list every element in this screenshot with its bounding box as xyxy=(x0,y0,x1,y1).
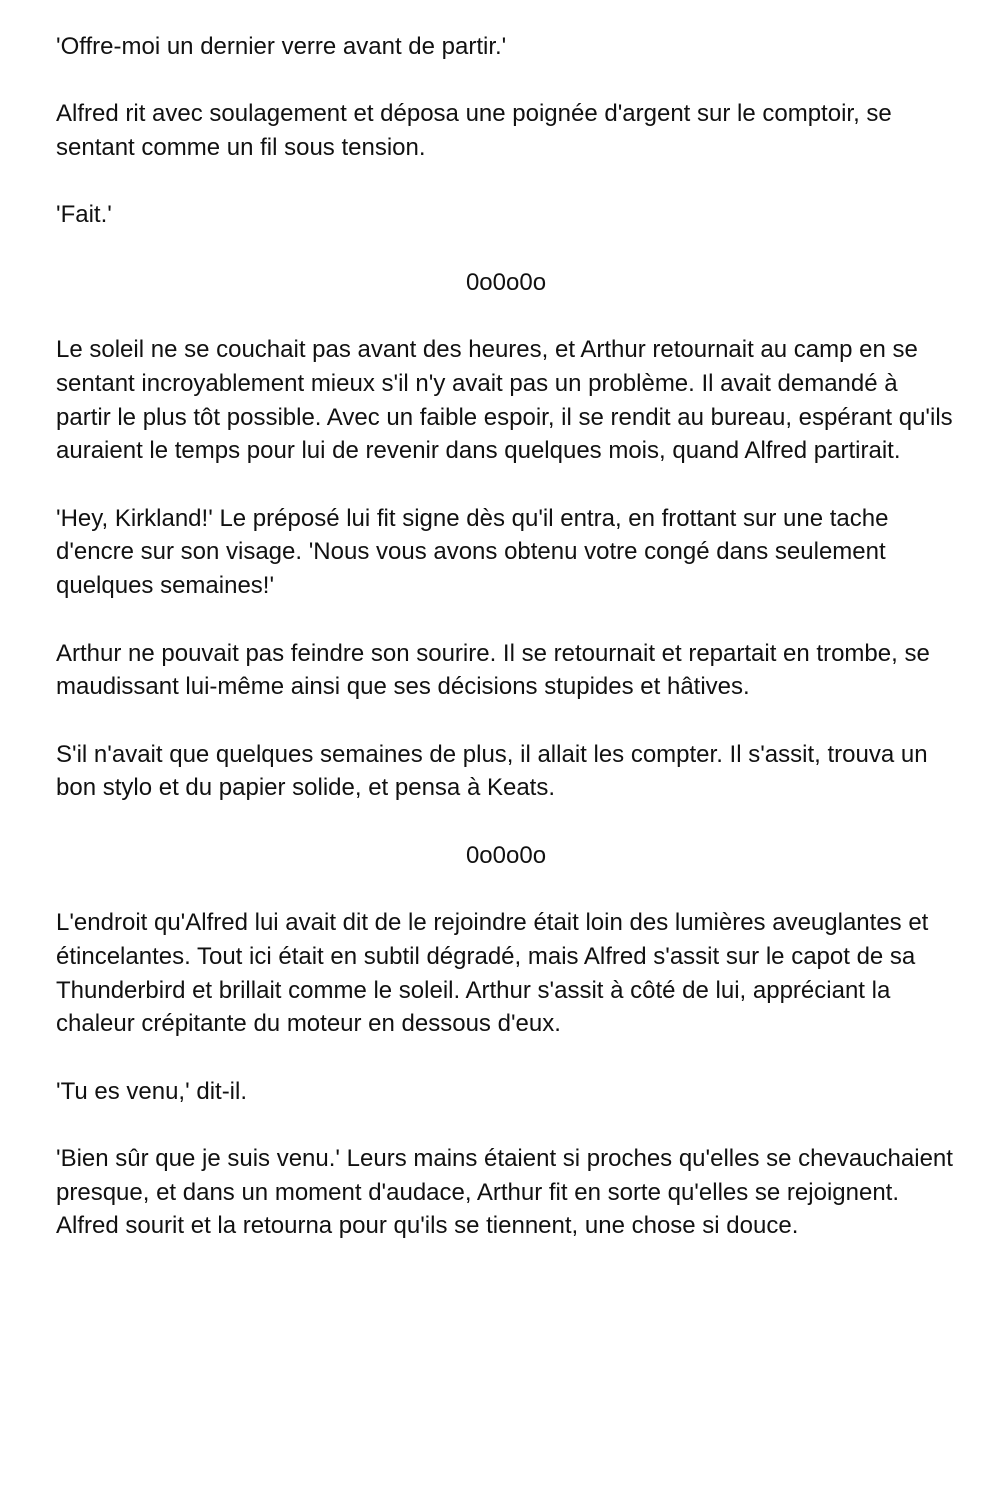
paragraph-hey-kirkland: 'Hey, Kirkland!' Le préposé lui fit signe dès qu'il entra, en frottant sur une tache d'encre sur son visage. 'Nous vous avons obtenu votre congé dans seulement quelques semaines!' xyxy=(56,504,889,600)
document-page xyxy=(56,30,956,1277)
paragraph-alfred-laughs: Alfred rit avec soulagement et déposa une poignée d'argent sur le comptoir, se sentant comme un fil sous tension. xyxy=(56,100,892,162)
paragraph-drink-request: 'Offre-moi un dernier verre avant de partir.' xyxy=(56,33,507,60)
paragraph-few-weeks: S'il n'avait que quelques semaines de plus, il allait les compter. Il s'assit, trouva un bon stylo et du papier solide, et pensa à Keats. xyxy=(56,740,928,802)
section-separator: 0o0o0o xyxy=(465,841,547,869)
section-separator: 0o0o0o xyxy=(465,268,547,296)
paragraph-you-came: 'Tu es venu,' dit-il. xyxy=(56,1077,248,1105)
paragraph-hands: 'Bien sûr que je suis venu.' Leurs mains étaient si proches qu'elles se chevauchaient presque, et dans un moment d'audace, Arthur fit en sorte qu'elles se rejoignent. Alfred sourit et la retourna pour qu'ils se tiennent, une chose si douce. xyxy=(56,1145,953,1240)
paragraph-sun: Le soleil ne se couchait pas avant des heures, et Arthur retournait au camp en se sentant incroyablement mieux s'il n'y avait pas un problème. Il avait demandé à partir le plus tôt possible. Avec un faible espoir, il se rendit au bureau, espérant qu'ils auraient le temps pour lui de revenir dans quelques mois, quand Alfred partirait. xyxy=(56,336,953,465)
paragraph-done: 'Fait.' xyxy=(56,201,112,229)
paragraph-arthur-smile: Arthur ne pouvait pas feindre son sourire. Il se retournait et repartait en trombe, se maudissant lui-même ainsi que ses décisions stupides et hâtives. xyxy=(56,639,930,701)
paragraph-meeting-place: L'endroit qu'Alfred lui avait dit de le rejoindre était loin des lumières aveuglantes et étincelantes. Tout ici était en subtil dégradé, mais Alfred s'assit sur le capot de sa Thunderbird et brillait comme le soleil. Arthur s'assit à côté de lui, appréciant la chaleur crépitante du moteur en dessous d'eux. xyxy=(56,909,929,1038)
